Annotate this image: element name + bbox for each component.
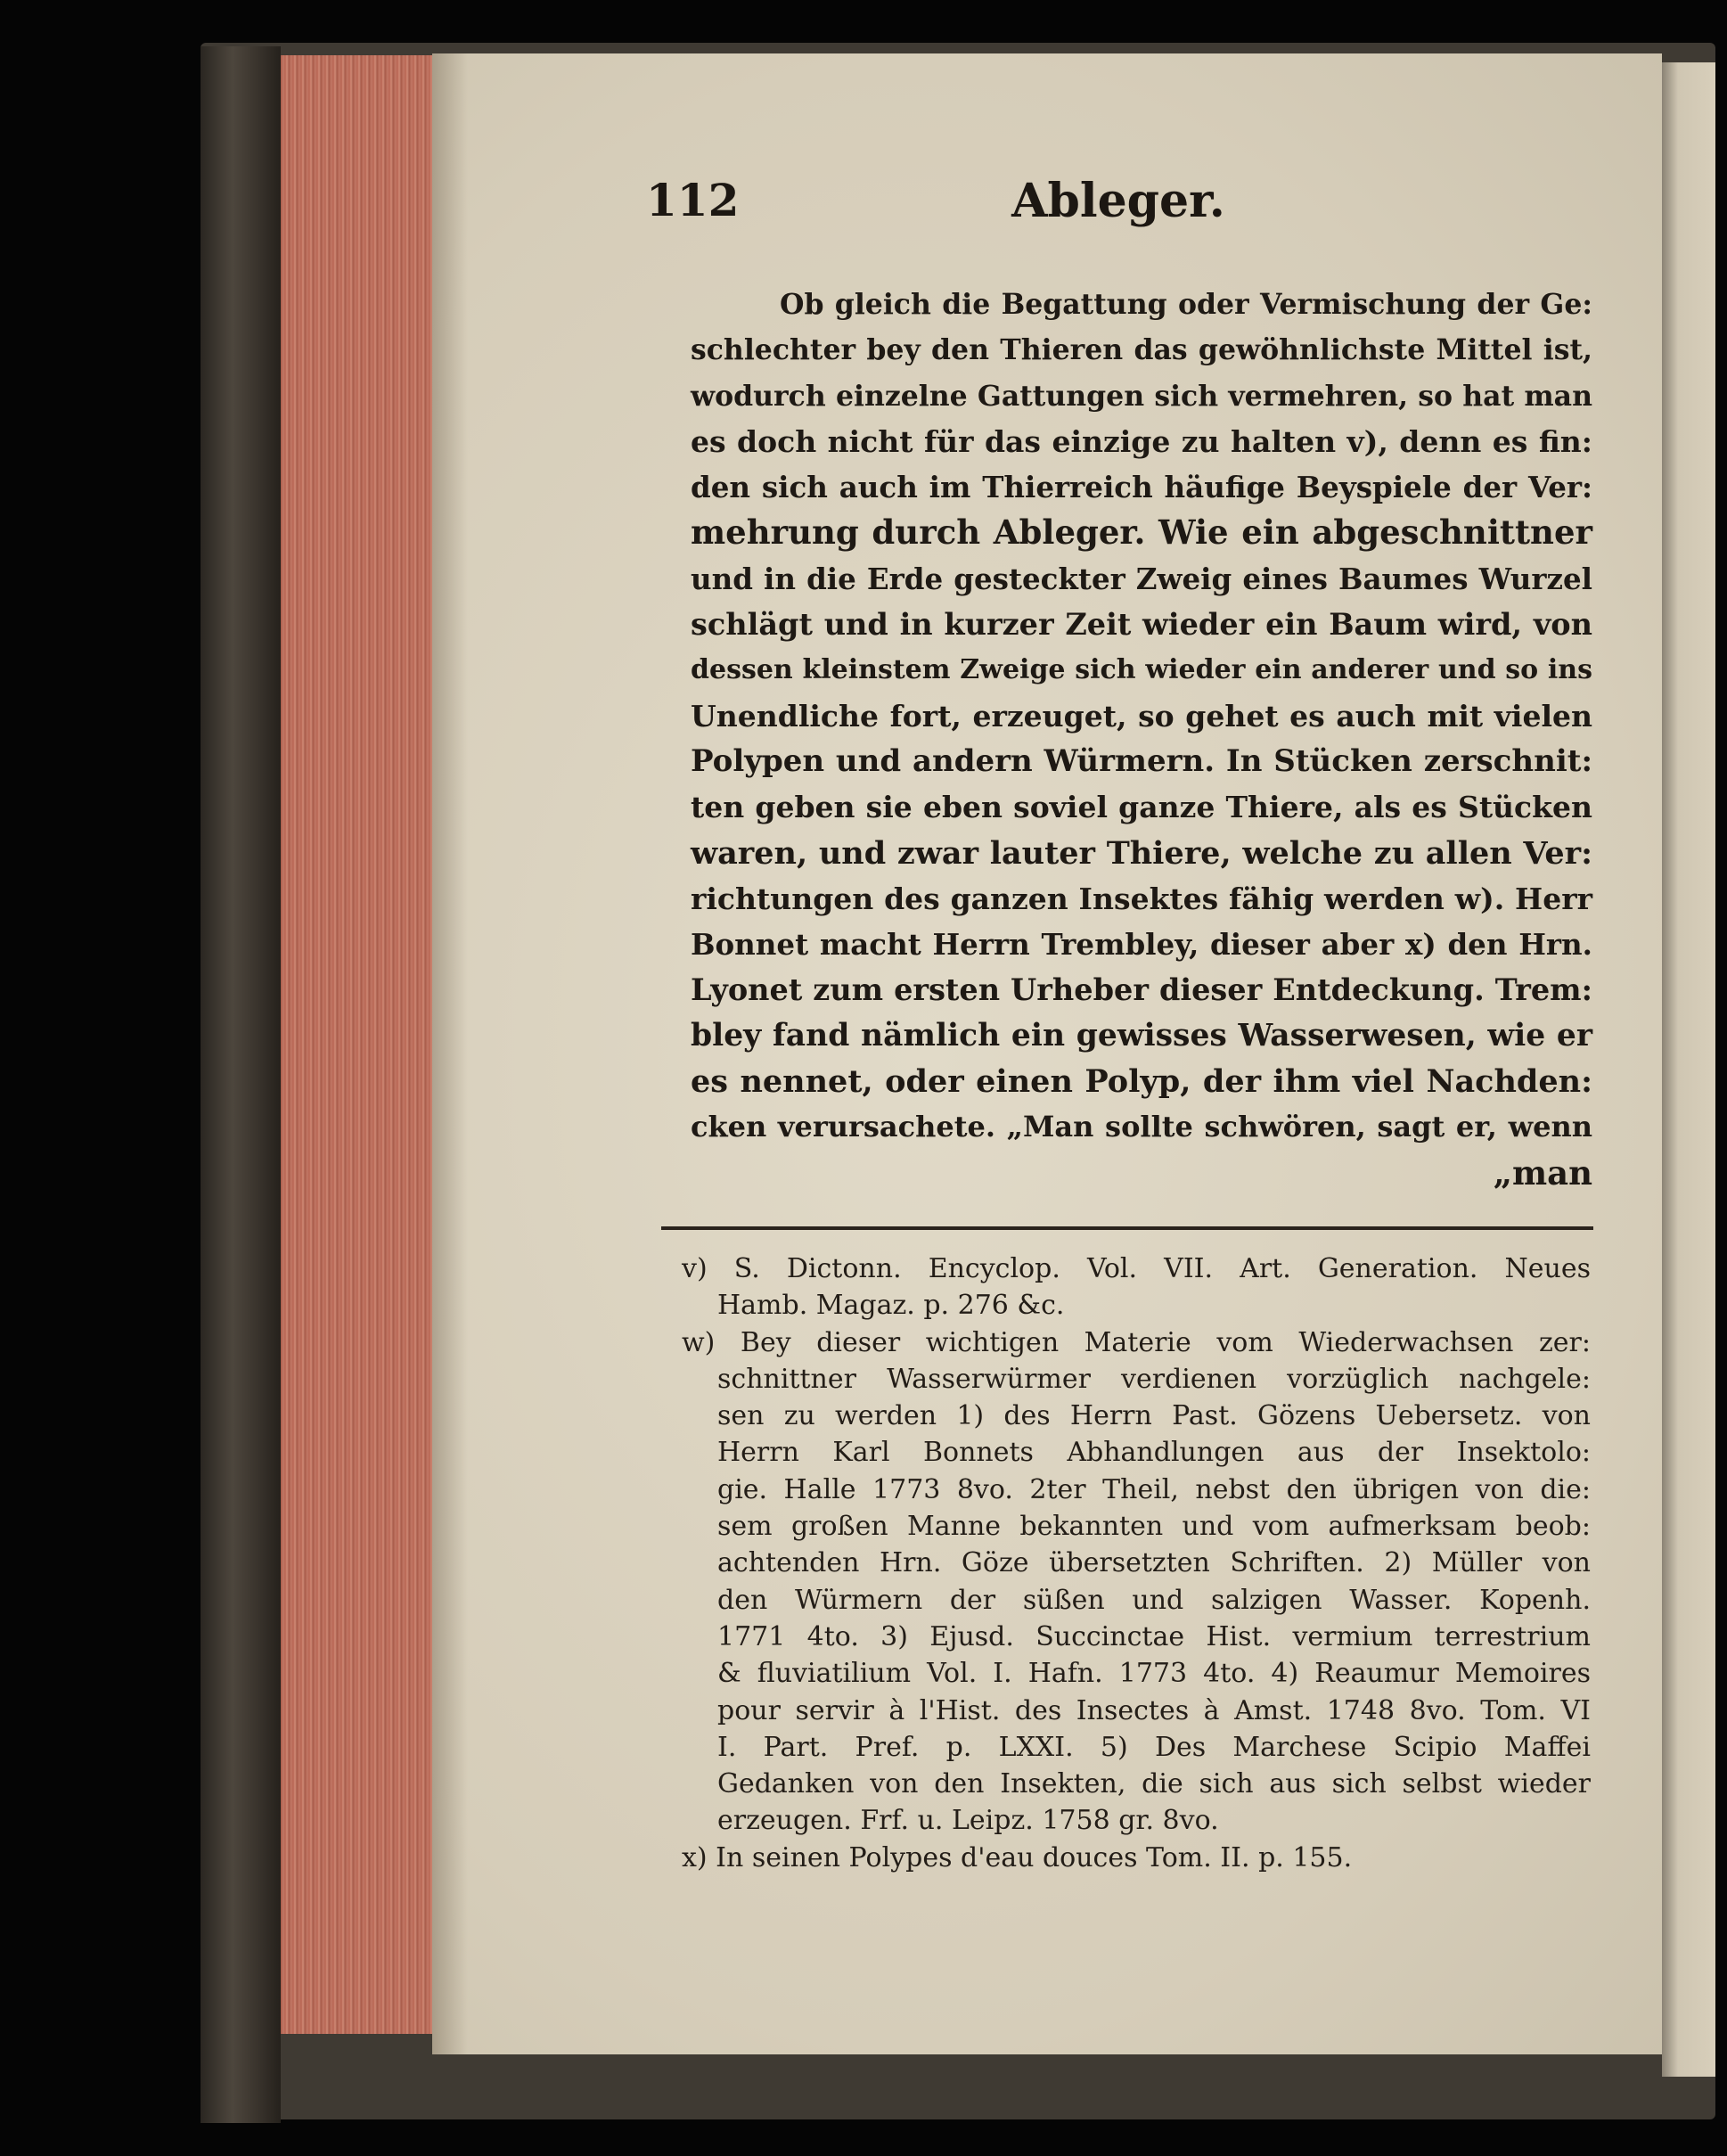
footnote-line: sem großen Manne bekannten und vom aufmerksam beob: [717,1511,1591,1543]
gutter-shadow [432,53,468,2054]
footnote-line: w) Bey dieser wichtigen Materie vom Wiederwachsen zer: [682,1326,1591,1358]
body-line: dessen kleinstem Zweige sich wieder ein anderer und so ins [691,654,1592,686]
body-line: schlägt und in kurzer Zeit wieder ein Baum wird, von [691,607,1592,643]
footnote-line: achtenden Hrn. Göze übersetzten Schriften. 2) Müller von [717,1547,1591,1579]
footnote-line: den Würmern der süßen und salzigen Wasser. Kopenh. [717,1584,1591,1616]
footnote-line: sen zu werden 1) des Herrn Past. Gözens Uebersetz. von [717,1400,1591,1432]
catchword: „man [1493,1152,1592,1193]
body-line: Polypen und andern Würmern. In Stücken zerschnit: [691,742,1592,779]
body-line: Lyonet zum ersten Urheber dieser Entdeckung. Trem: [691,972,1592,1008]
footnote-line: 1771 4to. 3) Ejusd. Succinctae Hist. vermium terrestrium [717,1620,1591,1652]
facing-page-edge [1662,62,1715,2077]
footnote-line: x) In seinen Polypes d'eau douces Tom. II. p. 155. [682,1841,1353,1873]
body-line: es doch nicht für das einzige zu halten v), denn es fin: [691,423,1592,459]
body-line: wodurch einzelne Gattungen sich vermehren, so hat man [691,379,1592,413]
page-edges-red [281,55,432,2034]
footnote-line: I. Part. Pref. p. LXXI. 5) Des Marchese Scipio Maffei [717,1731,1591,1763]
book-spine-edge [201,46,281,2123]
page-number: 112 [646,174,740,226]
footnote-line: Hamb. Magaz. p. 276 &c. [717,1290,1065,1322]
body-line: Unendliche fort, erzeuget, so gehet es auch mit vielen [691,698,1592,734]
body-line: den sich auch im Thierreich häufige Beyspiele der Ver: [691,470,1592,505]
body-line: und in die Erde gesteckter Zweig eines Baumes Wurzel [691,561,1592,596]
body-line: es nennet, oder einen Polyp, der ihm viel Nachden: [691,1063,1592,1101]
body-line: richtungen des ganzen Insektes fähig werden w). Herr [691,881,1592,916]
footnote-line: v) S. Dictonn. Encyclop. Vol. VII. Art. Generation. Neues [682,1253,1591,1284]
footnote-rule [661,1226,1593,1230]
body-line: waren, und zwar lauter Thiere, welche zu allen Ver: [691,834,1592,872]
body-line: Bonnet macht Herrn Trembley, dieser aber x) den Hrn. [691,927,1592,963]
footnote-line: Gedanken von den Insekten, die sich aus sich selbst wieder [717,1768,1591,1800]
footnote-line: pour servir à l'Hist. des Insectes à Amst. 1748 8vo. Tom. VI [717,1694,1591,1726]
footnotes [682,1250,1591,1876]
body-line: mehrung durch Ableger. Wie ein abgeschnittner [691,512,1592,553]
footnote-line: Herrn Karl Bonnets Abhandlungen aus der Insektolo: [717,1437,1591,1469]
footnote-line: schnittner Wasserwürmer verdienen vorzüglich nachgele: [717,1363,1591,1395]
footnote-line: & fluviatilium Vol. I. Hafn. 1773 4to. 4) Reaumur Memoires [717,1658,1591,1690]
body-text [691,282,1592,1196]
running-title: Ableger. [1011,174,1225,228]
body-line: ten geben sie eben soviel ganze Thiere, als es Stücken [691,790,1592,825]
body-line: bley fand nämlich ein gewisses Wasserwesen, wie er [691,1017,1592,1053]
body-line: cken verursachete. „Man sollte schwören, sagt er, wenn [691,1110,1592,1144]
page-header [646,174,1591,236]
footnote-line: erzeugen. Frf. u. Leipz. 1758 gr. 8vo. [717,1805,1219,1837]
body-line: Ob gleich die Begattung oder Vermischung der Ge: [780,288,1592,321]
footnote-line: gie. Halle 1773 8vo. 2ter Theil, nebst den übrigen von die: [717,1473,1591,1505]
body-line: schlechter bey den Thieren das gewöhnlichste Mittel ist, [691,333,1592,367]
